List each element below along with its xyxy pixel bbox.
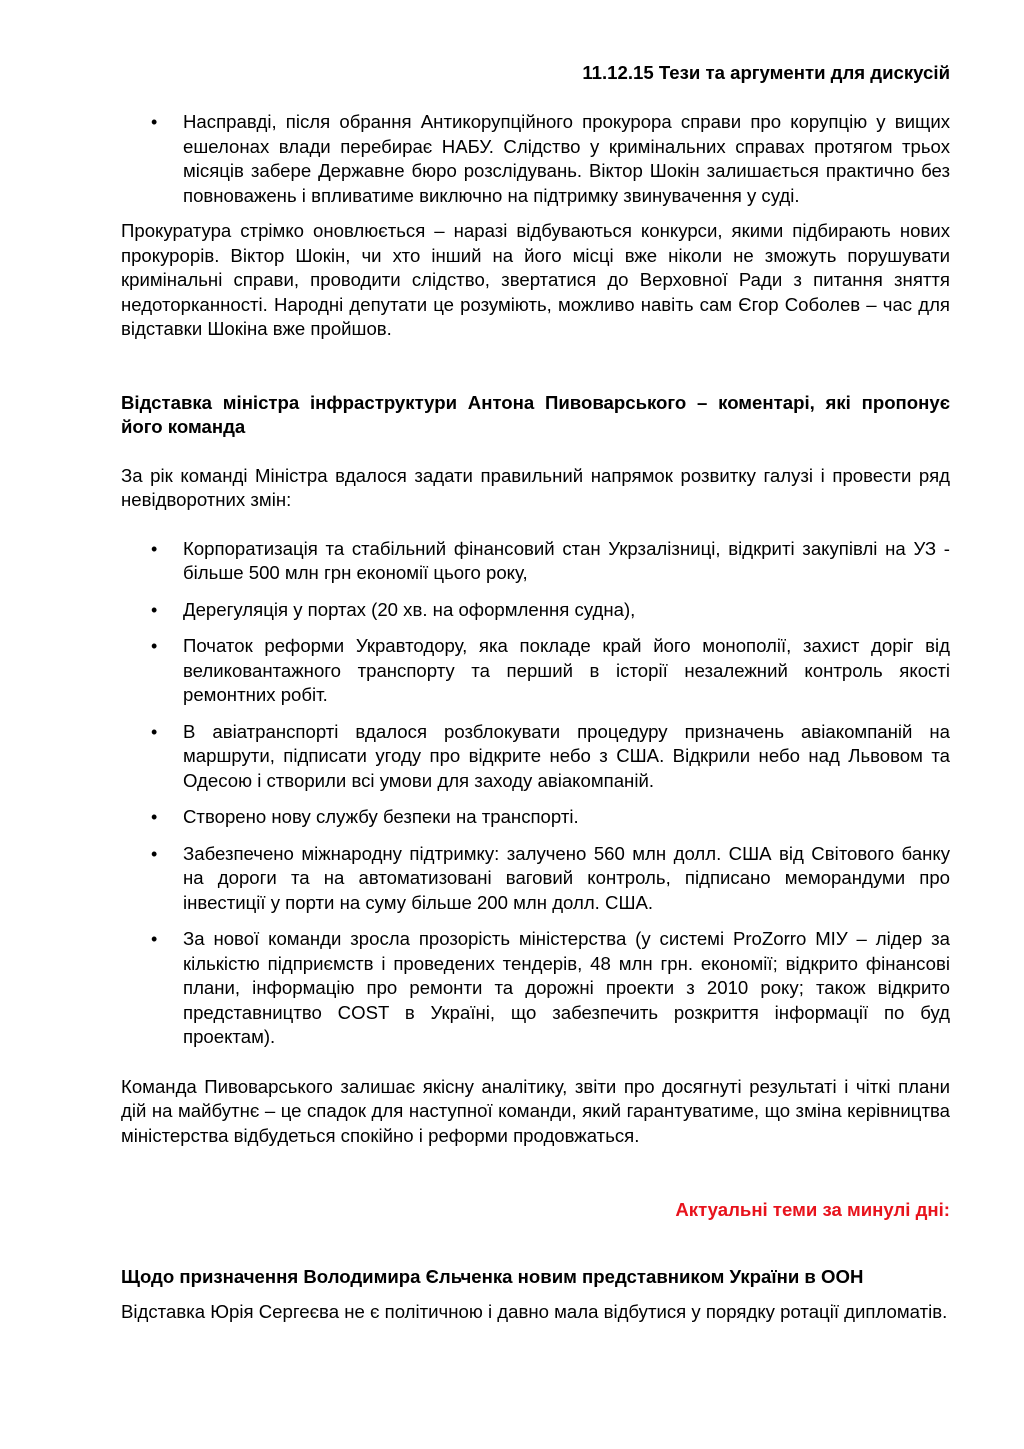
section-heading-yelchenko: Щодо призначення Володимира Єльченка новим представником України в ООН	[121, 1265, 864, 1287]
list-item-text: Початок реформи Укравтодору, яка покладе край його монополії, захист доріг від великовантажного транспорту та перший в історії незалежний контроль якості ремонтних робіт.	[183, 635, 950, 705]
bullet-icon: •	[151, 843, 158, 864]
actual-topics-title: Актуальні теми за минулі дні:	[675, 1199, 950, 1220]
bullet-icon: •	[151, 112, 158, 132]
section-intro: За рік команді Міністра вдалося задати правильний напрямок розвитку галузі і провести ряд невідворотних змін:	[121, 464, 950, 510]
bullet-icon: •	[151, 599, 158, 620]
list-item	[121, 537, 950, 586]
closing-paragraph: Команда Пивоварського залишає якісну аналітику, звіти про досягнуті результаті і чіткі плани дій на майбутнє – це спадок для наступної команди, який гарантуватиме, що зміна керівництва міністерства відбудеться спокійно і реформи продовжаться.	[121, 1075, 950, 1146]
list-item-text: Створено нову службу безпеки на транспорті.	[183, 806, 579, 827]
page-header-title: 11.12.15 Тези та аргументи для дискусій	[582, 62, 950, 83]
list-item-text: За нової команди зросла прозорість міністерства (у системі ProZorro МІУ – лідер за кількістю підприємств і проведених тендерів, 48 млн грн. економії; відкрито фінансові плани, інформацію про ремонти та дорожні проекти з 2010 року; також відкрито представництво COST в Україні, що забезпечить розкриття інформації по буд проектам).	[183, 928, 950, 1047]
list-item-text: Дерегуляція у портах (20 хв. на оформлення судна),	[183, 598, 636, 620]
list-item	[121, 598, 950, 623]
sergeyev-paragraph: Відставка Юрія Сергеєва не є політичною і давно мала відбутися у порядку ротації дипломатів.	[121, 1301, 948, 1322]
bullet-icon: •	[151, 538, 158, 559]
list-item-text: В авіатранспорті вдалося розблокувати процедуру призначень авіакомпаній на маршрути, підписати угоду про відкрите небо з США. Відкрили небо над Львовом та Одесою і створили всі умови для заходу авіакомпаній.	[183, 720, 950, 791]
prosecutor-paragraph: Прокуратура стрімко оновлюється – наразі відбуваються конкурси, якими підбирають нових прокурорів. Віктор Шокін, чи хто інший на його місці вже ніколи не зможуть порушувати кримінальні справи, проводити слідство, звертатися до Верховної Ради з питання зняття недоторканності. Народні депутати це розуміють, можливо навіть сам Єгор Соболев – час для відставки Шокіна вже пройшов.	[121, 220, 950, 339]
list-item-text: Забезпечено міжнародну підтримку: залучено 560 млн долл. США від Світового банку на дороги та на автоматизовані ваговий контроль, підписано меморандуми про інвестиції у порти на суму більше 200 млн долл. США.	[183, 842, 950, 913]
list-item	[121, 927, 950, 1050]
list-item	[121, 110, 950, 208]
list-item-text: Корпоратизація та стабільний фінансовий стан Укрзалізниці, відкриті закупівлі на УЗ - більше 500 млн грн економії цього року,	[183, 537, 950, 583]
list-item	[121, 805, 950, 830]
list-item	[121, 634, 950, 708]
section1-list	[121, 110, 950, 208]
reforms-list	[121, 537, 950, 1050]
bullet-icon: •	[151, 929, 158, 949]
document-content	[121, 110, 950, 1325]
bullet-icon: •	[151, 721, 158, 742]
bullet-icon: •	[151, 636, 158, 656]
section-heading-pivovarsky: Відставка міністра інфраструктури Антона Пивоварського – коментарі, які пропонує його команда	[121, 391, 950, 437]
list-item	[121, 720, 950, 794]
list-item	[121, 842, 950, 916]
bullet-icon: •	[151, 807, 158, 827]
list-item-text: Насправді, після обрання Антикорупційного прокурора справи про корупцію у вищих ешелонах влади перебирає НАБУ. Слідство у кримінальних справах протягом трьох місяців забере Державне бюро розслідувань. Віктор Шокін залишається практично без повноважень і впливатиме виключно на підтримку звинувачення у суді.	[183, 111, 950, 206]
